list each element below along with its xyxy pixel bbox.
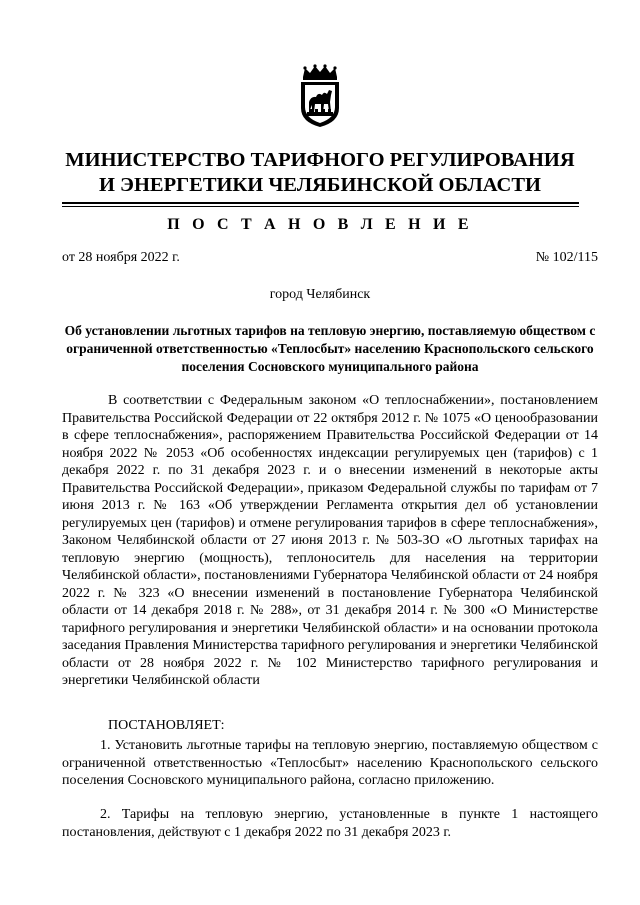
document-number: № 102/115 <box>535 250 598 265</box>
clause-1: 1. Установить льготные тарифы на тепловую энергию, поставляемую обществом с ограниченной ответственностью «Теплосбыт» населению Краснопольского сельского поселения Сосновского муниципального района, согласно приложению. <box>62 738 598 788</box>
document-city: город Челябинск <box>269 287 371 302</box>
clause-2: 2. Тарифы на тепловую энергию, установленные в пункте 1 настоящего постановления, действуют с 1 декабря 2022 по 31 декабря 2023 г. <box>62 807 598 840</box>
ministry-name <box>40 148 600 198</box>
document-type-title: П О С Т А Н О В Л Е Н И Е <box>167 216 473 233</box>
document-subject: Об установлении льготных тарифов на тепловую энергию, поставляемую обществом с ограниченной ответственностью «Теплосбыт» населению Краснопольского сельского поселения Сосновского муниципального района <box>64 323 596 374</box>
header-divider-thin <box>62 206 579 207</box>
ministry-name-line1: МИНИСТЕРСТВО ТАРИФНОГО РЕГУЛИРОВАНИЯ <box>65 149 575 171</box>
document-date: от 28 ноября 2022 г. <box>62 250 180 265</box>
header-divider-thick <box>62 202 579 204</box>
preamble-paragraph: В соответствии с Федеральным законом «О теплоснабжении», постановлением Правительства Российской Федерации от 22 октября 2012 г. № 1075 «О ценообразовании в сфере теплоснабжения», распоряжением Правительства Российской Федерации от 14 ноября 2022 № 2053 «Об особенностях индексации регулируемых цен (тарифов) с 1 декабря 2022 г. по 31 декабря 2023 г. и о внесении изменений в некоторые акты Правительства Российской Федерации», приказом Федеральной службы по тарифам от 7 июня 2013 г. № 163 «Об утверждении Регламента открытия дел об установлении регулируемых цен (тарифов) и отмене регулирования тарифов в сфере теплоснабжения», Законом Челябинской области от 27 июня 2013 г. № 503-ЗО «О льготных тарифах на тепловую энергию (мощность), теплоноситель для населения на территории Челябинской области», постановлениями Губернатора Челябинской области от 24 ноября 2022 г. № 323 «О внесении изменений в постановление Губернатора Челябинской области от 14 декабря 2018 г. № 288», от 31 декабря 2014 г. № 300 «О Министерстве тарифного регулирования и энергетики Челябинской области» и на основании протокола заседания Правления Министерства тарифного регулирования и энергетики Челябинской области от 28 ноября 2022 г. № 102 Министерство тарифного регулирования и энергетики Челябинской области <box>62 393 598 688</box>
chelyabinsk-coat-of-arms-icon <box>295 64 345 128</box>
ministry-name-line2: И ЭНЕРГЕТИКИ ЧЕЛЯБИНСКОЙ ОБЛАСТИ <box>98 174 541 196</box>
resolves-heading: ПОСТАНОВЛЯЕТ: <box>108 718 225 733</box>
